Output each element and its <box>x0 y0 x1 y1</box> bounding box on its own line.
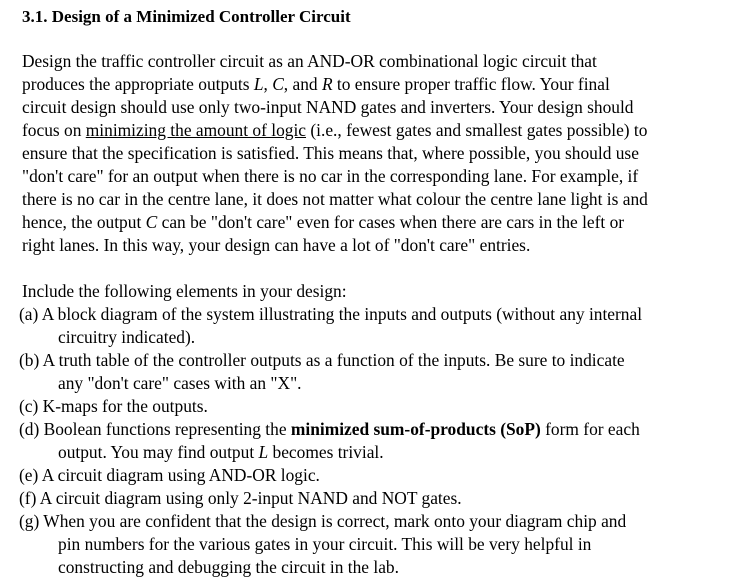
list-item-f: (f) A circuit diagram using only 2-input NAND and NOT gates. <box>19 488 462 508</box>
intro-line-6: "don't care" for an output when there is no car in the corresponding lane. For example, if <box>22 166 639 186</box>
document <box>19 5 737 579</box>
intro-line-8: hence, the output C can be "don't care" even for cases when there are cars in the left or <box>22 212 625 232</box>
list-item-g: (g) When you are confident that the design is correct, mark onto your diagram chip and pin numbers for the various gates in your circuit. This will be very helpful in constructing and debugging the circuit in the lab. <box>19 511 627 577</box>
intro-line-1: Design the traffic controller circuit as an AND-OR combinational logic circuit that <box>22 51 597 71</box>
bold-phrase: minimized sum-of-products (SoP) <box>290 419 541 439</box>
intro-line-2: produces the appropriate outputs L, C, and R to ensure proper traffic flow. Your final <box>22 74 610 94</box>
section-heading: 3.1. Design of a Minimized Controller Circuit <box>22 7 351 26</box>
output-c-2: C <box>145 212 158 232</box>
intro-line-7: there is no car in the centre lane, it does not matter what colour the centre lane light is and <box>22 189 648 209</box>
list-item-d: (d) Boolean functions representing the minimized sum-of-products (SoP) form for each output. You may find output L becomes trivial. <box>19 419 640 462</box>
include-line: Include the following elements in your design: <box>22 281 347 301</box>
output-l: L <box>253 74 264 94</box>
list-item-c: (c) K-maps for the outputs. <box>19 396 208 416</box>
intro-line-4: focus on minimizing the amount of logic (i.e., fewest gates and smallest gates possible) to <box>22 120 648 140</box>
list-item-e: (e) A circuit diagram using AND-OR logic. <box>19 465 320 485</box>
intro-line-3: circuit design should use only two-input NAND gates and inverters. Your design should <box>22 97 634 117</box>
output-l-2: L <box>258 442 269 462</box>
underlined-phrase: minimizing the amount of logic <box>85 120 307 140</box>
output-c: C <box>272 74 284 94</box>
output-r: R <box>321 74 333 94</box>
list-item-b: (b) A truth table of the controller outputs as a function of the inputs. Be sure to indicate any "don't care" cases with an "X". <box>19 350 625 393</box>
intro-paragraph <box>22 50 737 257</box>
intro-line-5: ensure that the specification is satisfied. This means that, where possible, you should use <box>22 143 639 163</box>
intro-line-9: right lanes. In this way, your design can have a lot of "don't care" entries. <box>22 235 531 255</box>
list-item-a: (a) A block diagram of the system illustrating the inputs and outputs (without any internal circuitry indicated). <box>19 304 643 347</box>
